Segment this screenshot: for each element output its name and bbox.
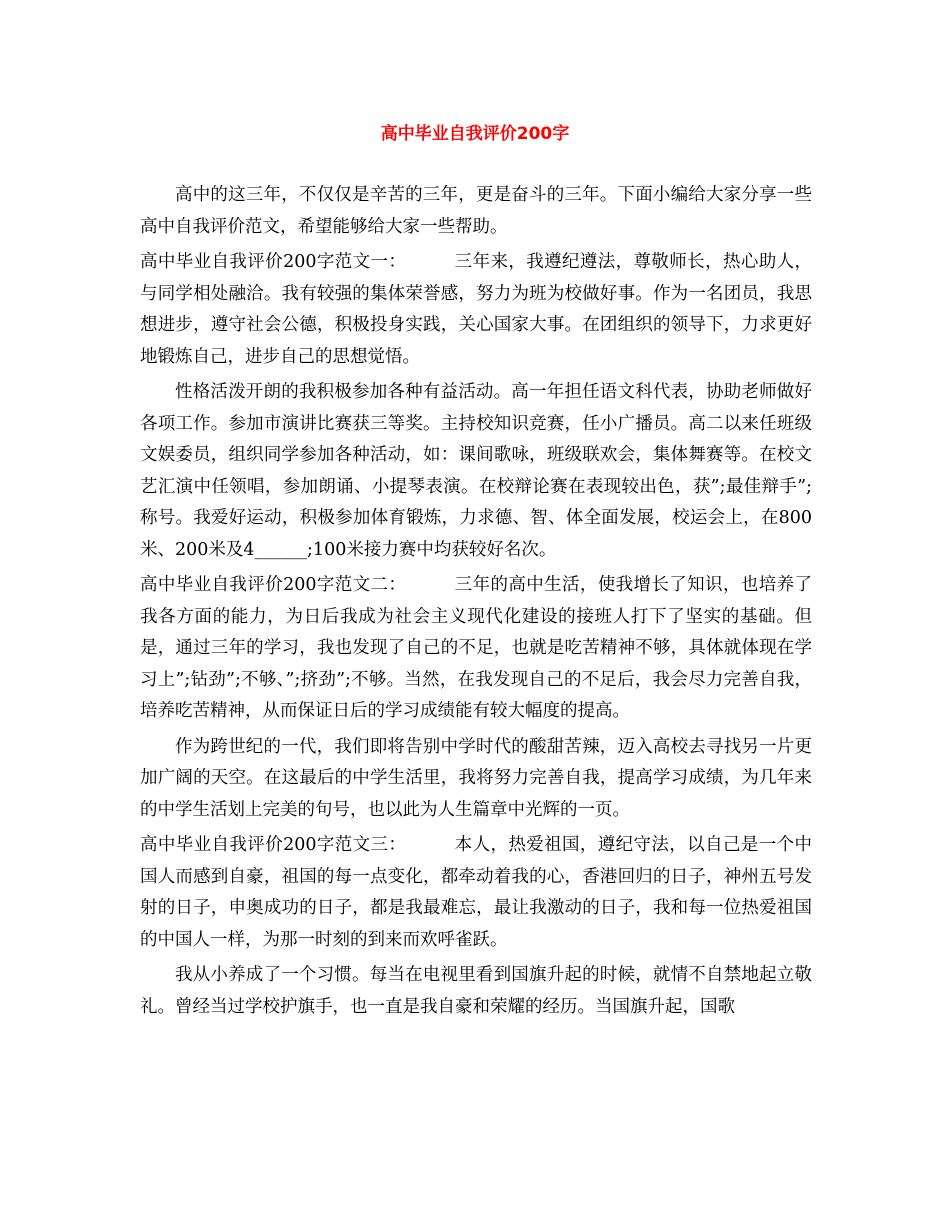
paragraph-flag [140, 960, 812, 1023]
paragraph-text: 性格活泼开朗的我积极参加各种有益活动。高一年担任语文科代表，协助老师做好各项工作。参加市演讲比赛获三等奖。主持校知识竞赛，任小广播员。高二以来任班级文娱委员，组织同学参加各种活动，如：课间歌咏，班级联欢会，集体舞赛等。在校文艺汇演中任领唱，参加朗诵、小提琴表演。在校辩论赛在表现较出色，获”;最佳辩手”;称号。我爱好运动，积极参加体育锻炼，力求德、智、体全面发展，校运会上，在800米、200米及4______;100米接力赛中均获较好名次。 [140, 382, 812, 560]
sample-heading: 高中毕业自我评价200字范文一： [140, 252, 407, 272]
sample-heading: 高中毕业自我评价200字范文三： [140, 835, 407, 855]
paragraph-text: 三年来，我遵纪遵法，尊敬师长，热心助人，与同学相处融洽。我有较强的集体荣誉感，努力为班为校做好事。作为一名团员，我思想进步，遵守社会公德，积极投身实践，关心国家大事。在团组织的领导下，力求更好地锻炼自己，进步自己的思想觉悟。 [140, 252, 812, 367]
paragraph-text: 我从小养成了一个习惯。每当在电视里看到国旗升起的时候，就情不自禁地起立敬礼。曾经当过学校护旗手，也一直是我自豪和荣耀的经历。当国旗升起，国歌 [140, 965, 812, 1017]
paragraph-sample-three [140, 830, 812, 956]
document-title: 高中毕业自我评价200字 [380, 124, 570, 144]
paragraph-text: 本人，热爱祖国，遵纪守法，以自己是一个中国人而感到自豪，祖国的每一点变化，都牵动着我的心，香港回归的日子，神州五号发射的日子，申奥成功的日子，都是我最难忘，最让我激动的日子，我和每一位热爱祖国的中国人一样，为那一时刻的到来而欢呼雀跃。 [140, 835, 812, 950]
paragraph-text: 高中的这三年，不仅仅是辛苦的三年，更是奋斗的三年。下面小编给大家分享一些高中自我评价范文，希望能够给大家一些帮助。 [140, 185, 812, 237]
paragraph-future [140, 732, 812, 827]
paragraph-sample-two [140, 570, 812, 728]
paragraph-text: 三年的高中生活，使我增长了知识，也培养了我各方面的能力，为日后我成为社会主义现代化建设的接班人打下了坚实的基础。但是，通过三年的学习，我也发现了自己的不足，也就是吃苦精神不够，具体就体现在学习上”;钻劲”;不够、”;挤劲”;不够。当然，在我发现自己的不足后，我会尽力完善自我，培养吃苦精神，从而保证日后的学习成绩能有较大幅度的提高。 [140, 575, 812, 721]
document-body [140, 180, 812, 1027]
paragraph-sample-one [140, 247, 812, 373]
sample-heading: 高中毕业自我评价200字范文二： [140, 575, 407, 595]
paragraph-activities [140, 377, 812, 566]
paragraph-intro [140, 180, 812, 243]
paragraph-text: 作为跨世纪的一代，我们即将告别中学时代的酸甜苦辣，迈入高校去寻找另一片更加广阔的天空。在这最后的中学生活里，我将努力完善自我，提高学习成绩，为几年来的中学生活划上完美的句号，也以此为人生篇章中光辉的一页。 [140, 736, 812, 820]
